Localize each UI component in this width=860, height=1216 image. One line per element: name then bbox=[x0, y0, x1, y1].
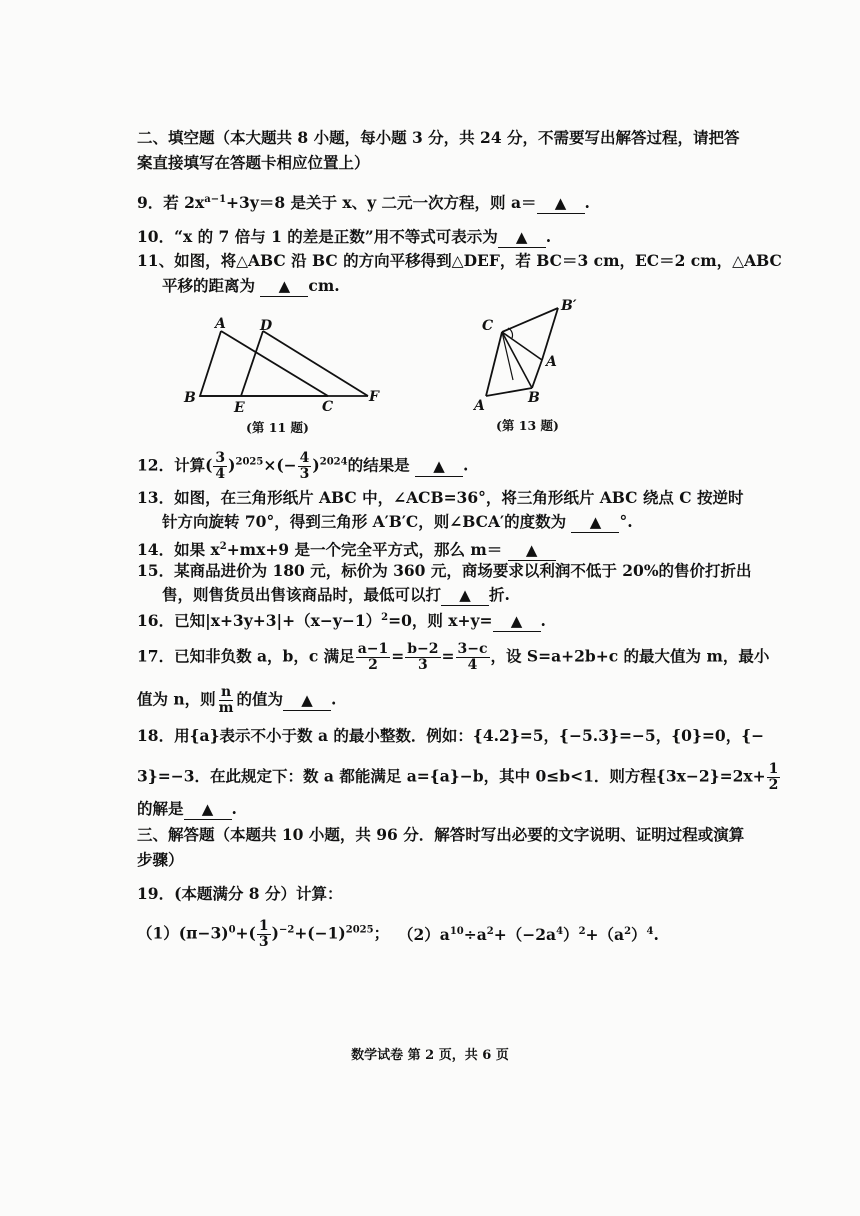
fig13-label-c: C bbox=[482, 318, 494, 334]
figure-question-11 bbox=[178, 316, 388, 416]
section3-header-line2: 步骤） bbox=[137, 850, 184, 869]
answer-blank: ▲ bbox=[415, 456, 463, 477]
answer-blank: ▲ bbox=[571, 512, 619, 533]
fig13-label-a: A bbox=[474, 398, 485, 414]
fig11-label-a: A bbox=[215, 316, 226, 332]
figure-13-caption: (第 13 题) bbox=[496, 418, 559, 433]
question-18-line1: 18．用{a}表示不小于数 a 的最小整数．例如：{4.2}=5，{−5.3}=−5，{0}=0，{− bbox=[137, 726, 765, 745]
question-13-line2: 针方向旋转 70°，得到三角形 A′B′C，则∠BCA′的度数为 ▲ °. bbox=[162, 512, 633, 531]
question-16: 16．已知$|x+3y+3|+(x-y-1)^2=0$，则 x+y= ▲ . bbox=[137, 611, 546, 631]
question-18-line3: 的解是 ▲ . bbox=[137, 799, 237, 818]
question-18-line2: 3}=−3．在此规定下：数 a 都能满足 a={a}−b，其中 0≤b<1．则方程{3x−2}=2x+ $\frac{1}{2}$ bbox=[137, 761, 779, 793]
answer-blank: ▲ bbox=[184, 799, 232, 820]
question-11-line1: 11、如图，将△ABC 沿 BC 的方向平移得到△DEF，若 BC＝3 cm，EC＝2 cm，△ABC bbox=[137, 251, 782, 270]
answer-blank: ▲ bbox=[441, 585, 489, 606]
question-10: 10．“x 的 7 倍与 1 的差是正数”用不等式可表示为 ▲ . bbox=[137, 227, 552, 246]
section2-header-line1: 二、填空题（本大题共 8 小题，每小题 3 分，共 24 分，不需要写出解答过程，请把答 bbox=[137, 128, 740, 147]
question-15-line2: 售，则售货员出售该商品时，最低可以打 ▲ 折. bbox=[162, 585, 510, 604]
answer-blank: ▲ bbox=[537, 193, 585, 214]
page-footer: 数学试卷 第 2 页，共 6 页 bbox=[351, 1048, 509, 1063]
question-19-part1: $(1)(\pi-3)^0+$( $\frac{1}{3}$ )$^{-2}+(-1)^{2025}$； bbox=[137, 918, 390, 950]
answer-blank: ▲ bbox=[493, 611, 541, 632]
question-9: 9．若 $2x^{a-1}+3y=8$ 是关于 x、y 二元一次方程，则 a＝ ▲ . bbox=[137, 193, 590, 213]
fig13-label-a-prime: A bbox=[546, 354, 557, 370]
triangle-def bbox=[241, 331, 263, 396]
triangle-abc bbox=[200, 331, 328, 396]
section2-header-line2: 案直接填写在答题卡相应位置上） bbox=[137, 153, 370, 172]
question-14: 14．如果 $x^2+mx+9$ 是一个完全平方式，那么 m＝ ▲ bbox=[137, 537, 556, 561]
fig13-label-b-prime: B′ bbox=[561, 298, 577, 314]
answer-blank: ▲ bbox=[508, 540, 556, 561]
answer-blank: ▲ bbox=[283, 690, 331, 711]
section3-header-line1: 三、解答题（本题共 10 小题，共 96 分．解答时写出必要的文字说明、证明过程或演算 bbox=[137, 825, 745, 844]
figure-11-caption: (第 11 题) bbox=[246, 420, 309, 435]
question-13-line1: 13．如图，在三角形纸片 ABC 中，∠ACB=36°，将三角形纸片 ABC 绕点 C 按逆时 bbox=[137, 488, 744, 507]
fig11-label-d: D bbox=[260, 318, 273, 334]
fig11-label-f: F bbox=[369, 389, 379, 405]
question-17-line2: 值为 n，则 $\frac{n}{m}$ 的值为 ▲ . bbox=[137, 684, 337, 716]
answer-blank: ▲ bbox=[498, 227, 546, 248]
question-12: 12．计算( $\frac{3}{4}$ )$^{2025}$×(− $\frac{4}{3}$ )$^{2024}$的结果是 ▲ . bbox=[137, 450, 469, 482]
figure-question-13 bbox=[468, 292, 598, 416]
question-15-line1: 15．某商品进价为 180 元，标价为 360 元，商场要求以利润不低于 20%的售价打折出 bbox=[137, 561, 752, 580]
fig11-label-c: C bbox=[322, 399, 334, 415]
question-19-title: 19．(本题满分 8 分）计算： bbox=[137, 884, 343, 903]
question-19-part2: $(2)a^{10}\div a^2+(-2a^4)^2+(a^2)^4$. bbox=[398, 925, 659, 945]
fig11-label-e: E bbox=[234, 400, 245, 416]
question-17-line1: 17．已知非负数 a，b，c 满足 $\frac{a-1}{2}$ = $\frac{b-2}{3}$ = $\frac{3-c}{4}$ ，设 S=a+2b+c 的最大值为 m，最小 bbox=[137, 641, 770, 673]
fig13-label-b: B bbox=[528, 390, 540, 406]
answer-blank: ▲ bbox=[260, 276, 308, 297]
question-11-line2: 平移的距离为 ▲ cm. bbox=[162, 276, 340, 295]
fig11-label-b: B bbox=[184, 390, 196, 406]
